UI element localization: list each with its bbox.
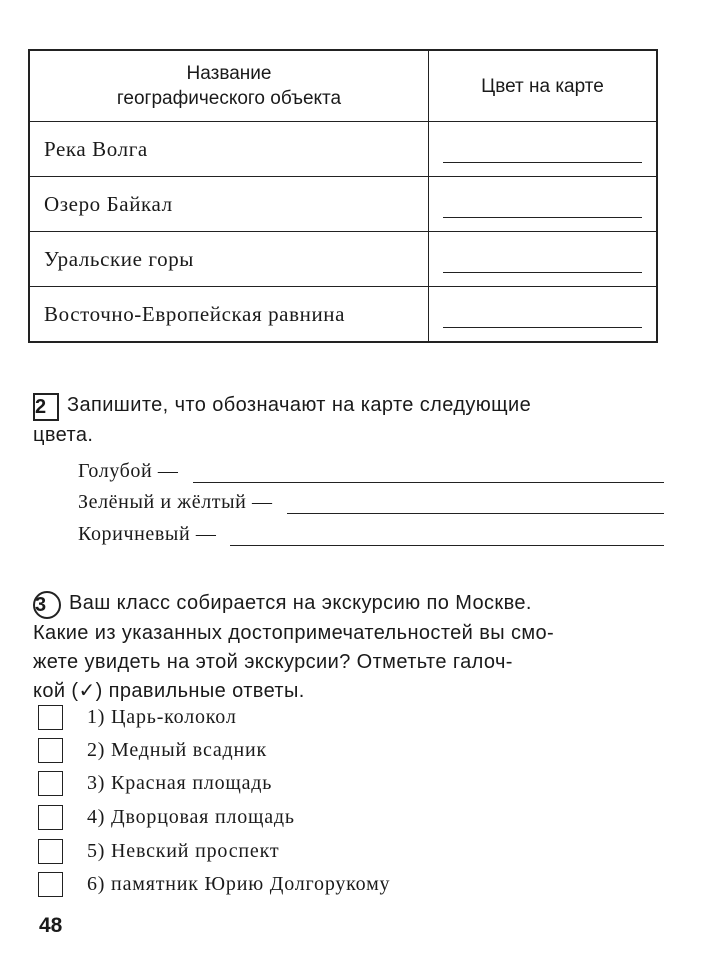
answer-line[interactable] <box>443 301 642 328</box>
task-3-text: Ваш класс собирается на экскурсию по Москве. <box>69 592 532 614</box>
option-5 <box>38 839 279 864</box>
fill-label: Зелёный и жёлтый — <box>78 491 273 513</box>
fill-row-brown <box>78 523 664 546</box>
answer-line[interactable] <box>287 493 664 514</box>
option-label: 6) памятник Юрию Долгорукому <box>87 873 391 895</box>
task-2-prompt <box>33 391 663 450</box>
option-6 <box>38 872 390 897</box>
table-header-row <box>29 50 657 122</box>
color-answer-cell[interactable] <box>429 287 658 343</box>
option-3 <box>38 771 272 796</box>
table-row <box>29 177 657 232</box>
fill-row-green-yellow <box>78 491 664 514</box>
answer-line[interactable] <box>230 525 664 546</box>
option-checkbox[interactable] <box>38 705 63 730</box>
header-map-color: Цвет на карте <box>429 50 658 122</box>
object-name: Озеро Байкал <box>29 177 429 232</box>
task-number-box: 2 <box>33 393 59 421</box>
task-3-prompt <box>33 589 663 706</box>
option-checkbox[interactable] <box>38 872 63 897</box>
task-3-line3: жете увидеть на этой экскурсии? Отметьте галоч- <box>33 651 513 673</box>
task-2-line2: цвета. <box>33 424 94 446</box>
object-name: Река Волга <box>29 122 429 177</box>
fill-label: Коричневый — <box>78 523 217 545</box>
table-row <box>29 287 657 343</box>
option-2 <box>38 738 267 763</box>
task-2-text: Запишите, что обозначают на карте следующие <box>67 394 532 416</box>
table-row <box>29 232 657 287</box>
task-3-line1 <box>33 589 663 619</box>
fill-label: Голубой — <box>78 460 179 482</box>
color-answer-cell[interactable] <box>429 122 658 177</box>
answer-line[interactable] <box>193 462 664 483</box>
object-name: Уральские горы <box>29 232 429 287</box>
option-label: 2) Медный всадник <box>87 739 268 761</box>
table-row <box>29 122 657 177</box>
task-2-line1 <box>33 391 663 421</box>
header-object-name <box>29 50 429 122</box>
option-1 <box>38 705 237 730</box>
answer-line[interactable] <box>443 191 642 218</box>
answer-line[interactable] <box>443 246 642 273</box>
header-object-name-line2: географического объекта <box>116 88 342 109</box>
color-answer-cell[interactable] <box>429 177 658 232</box>
task-number-circle: 3 <box>33 591 61 619</box>
object-name: Восточно-Европейская равнина <box>29 287 429 343</box>
task-3-line4: кой (✓) правильные ответы. <box>33 680 305 702</box>
option-label: 4) Дворцовая площадь <box>87 806 295 828</box>
option-label: 1) Царь-колокол <box>87 706 237 728</box>
option-4 <box>38 805 295 830</box>
geography-table <box>28 49 658 343</box>
option-checkbox[interactable] <box>38 839 63 864</box>
task-3-line2: Какие из указанных достопримечательностей вы смо- <box>33 622 555 644</box>
option-checkbox[interactable] <box>38 771 63 796</box>
option-label: 5) Невский проспект <box>87 840 280 862</box>
fill-row-blue <box>78 460 664 483</box>
page-number: 48 <box>39 914 63 937</box>
option-checkbox[interactable] <box>38 738 63 763</box>
answer-line[interactable] <box>443 136 642 163</box>
option-checkbox[interactable] <box>38 805 63 830</box>
option-label: 3) Красная площадь <box>87 772 273 794</box>
header-object-name-line1: Название <box>186 63 272 84</box>
color-answer-cell[interactable] <box>429 232 658 287</box>
